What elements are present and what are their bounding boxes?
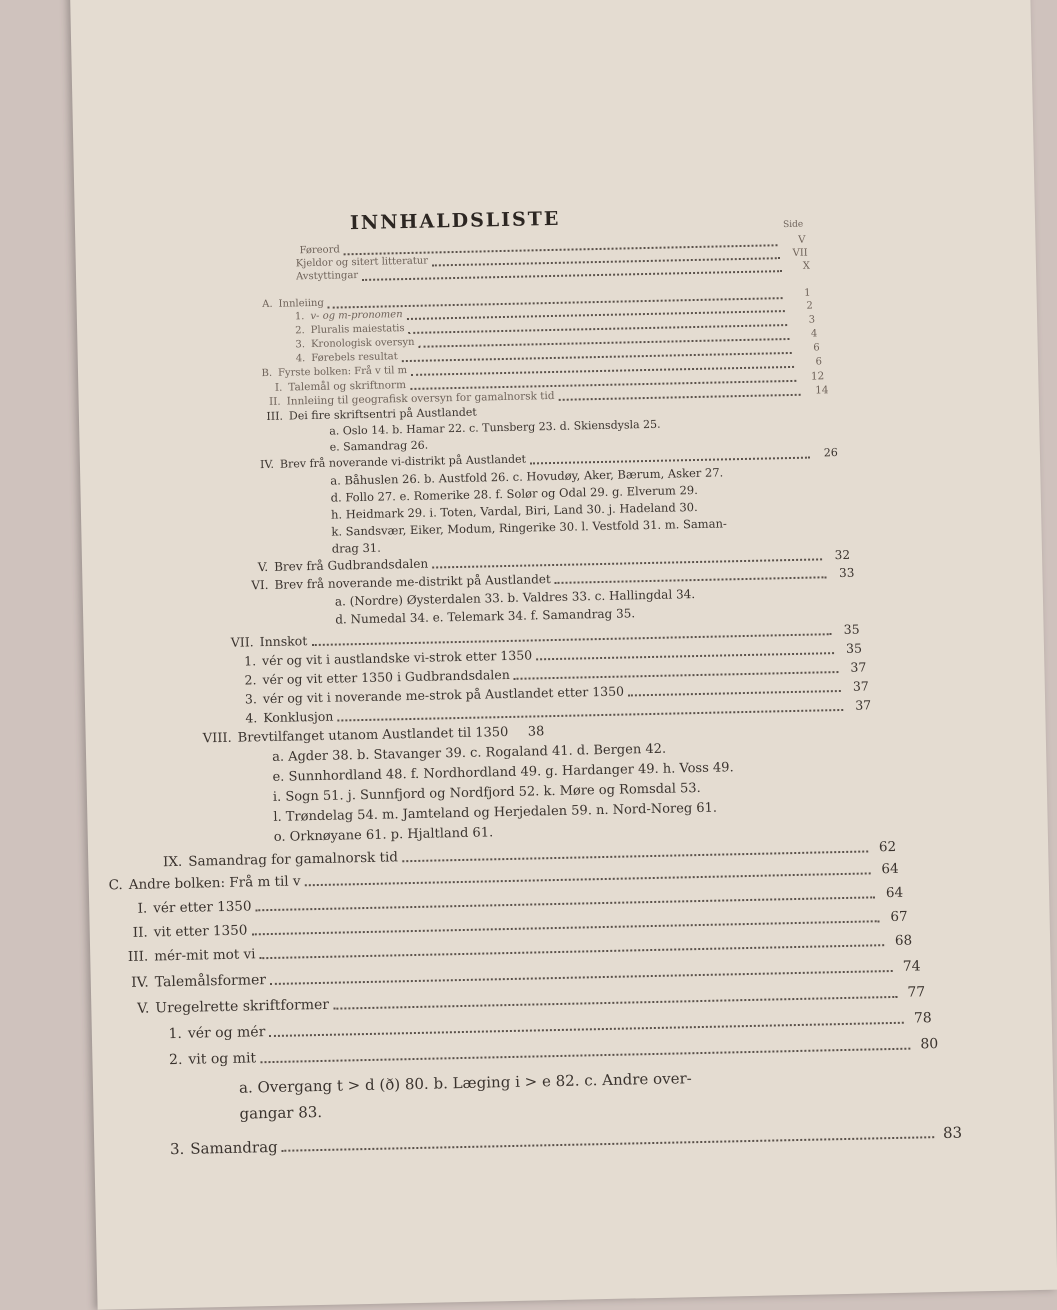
toc-entry: A. Innleiing 1	[262, 287, 811, 311]
toc-entry: II. vit etter 1350 67	[132, 908, 908, 941]
toc-subentries: e. Samandrag 26.	[329, 438, 429, 454]
toc-entry: I. Talemål og skriftnorm 12	[274, 370, 825, 394]
toc-subentries: a. Oslo 14. b. Hamar 22. c. Tunsberg 23. d. Skiensdysla 25.	[329, 417, 661, 438]
toc-entry: B. Fyrste bolken: Frå v til m 6	[261, 356, 823, 380]
toc-entry: VIII. Brevtilfanget utanom Austlandet til 1350 38	[202, 724, 545, 747]
toc-subentries: e. Sunnhordland 48. f. Nordhordland 49. g. Hardanger 49. h. Voss 49.	[272, 760, 734, 785]
toc-subentries: gangar 83.	[239, 1102, 323, 1123]
toc-subentries: d. Numedal 34. e. Telemark 34. f. Samandrag 35.	[335, 606, 636, 627]
toc-entry: 3. vér og vit i noverande me-strok på Austlandet etter 1350 37	[244, 678, 869, 707]
toc-entry: 3. Samandrag 83	[169, 1123, 963, 1159]
toc-subentries: d. Follo 27. e. Romerike 28. f. Solør og Odal 29. g. Elverum 29.	[330, 482, 698, 505]
toc-entry: 1. vér og vit i austlandske vi-strok etter 1350 35	[243, 640, 863, 669]
toc-entry: IX. Samandrag for gamalnorsk tid 62	[162, 838, 897, 871]
toc-entry: IV. Talemålsformer 74	[130, 958, 921, 991]
toc-subentries: a. Overgang t > d (ð) 80. b. Læging i > e 82. c. Andre over-	[238, 1069, 692, 1097]
toc-subentries: o. Orknøyane 61. p. Hjaltland 61.	[273, 825, 494, 845]
toc-entry: 2. vér og vit etter 1350 i Gudbrandsdalen 37	[244, 659, 867, 688]
toc-entry: Føreord V	[299, 234, 806, 257]
toc-entry: 4. Førebels resultat 6	[295, 342, 820, 365]
toc-subentries: drag 31.	[331, 540, 381, 556]
toc-entry: IV. Brev frå noverande vi-distrikt på Austlandet 26	[259, 446, 838, 472]
toc-entry: III. mér-mit mot vi 68	[127, 932, 913, 965]
toc-entry: Kjeldor og sitert litteratur VII	[295, 247, 808, 270]
toc-subentries: k. Sandsvær, Eiker, Modum, Ringerike 30. l. Vestfold 31. m. Saman-	[331, 516, 727, 539]
toc-entry: VII. Innskot 35	[230, 621, 860, 650]
toc-entry: I. vér etter 1350 64	[137, 884, 904, 917]
toc-subentries: a. Agder 38. b. Stavanger 39. c. Rogaland 41. d. Bergen 42.	[271, 741, 667, 765]
toc-entry: 4. Konklusjon 37	[245, 697, 872, 726]
toc-entry: III. Dei fire skriftsentri på Austlandet	[266, 405, 477, 423]
toc-entry: 2. vit og mit 80	[168, 1036, 939, 1069]
toc-subentries: a. Båhuslen 26. b. Austfold 26. c. Hovudøy, Aker, Bærum, Asker 27.	[330, 465, 724, 488]
toc-entry: 1. vér og mér 78	[168, 1010, 932, 1043]
toc-entry: V. Uregelrette skriftformer 77	[137, 984, 926, 1017]
toc-entry: 1. v- og m-pronomen 2	[294, 300, 813, 323]
book-page	[70, 0, 1057, 1310]
toc-entry: V. Brev frå Gudbrandsdalen 32	[257, 547, 851, 575]
toc-entry: VI. Brev frå noverande me-distrikt på Austlandet 33	[251, 565, 855, 593]
toc-subentries: l. Trøndelag 54. m. Jamteland og Herjedalen 59. n. Nord-Noreg 61.	[273, 800, 718, 825]
toc-subentries: a. (Nordre) Øysterdalen 33. b. Valdres 33. c. Hallingdal 34.	[334, 587, 696, 609]
toc-subentries: h. Heidmark 29. i. Toten, Vardal, Biri, Land 30. j. Hadeland 30.	[330, 499, 698, 522]
toc-entry: C. Andre bolken: Frå m til v 64	[108, 860, 899, 894]
toc-entry: Avstyttingar X	[295, 260, 811, 283]
toc-entry: 2. Pluralis maiestatis 3	[295, 314, 816, 337]
page-title: INNHALDSLISTE	[349, 207, 561, 235]
toc-entry: II. Innleiing til geografisk oversyn for gamalnorsk tid 14	[268, 384, 829, 408]
toc-subentries: i. Sogn 51. j. Sunnfjord og Nordfjord 52. k. Møre og Romsdal 53.	[272, 780, 701, 805]
toc-entry: 3. Kronologisk oversyn 4	[295, 328, 818, 351]
page-column-label: Side	[782, 219, 804, 231]
